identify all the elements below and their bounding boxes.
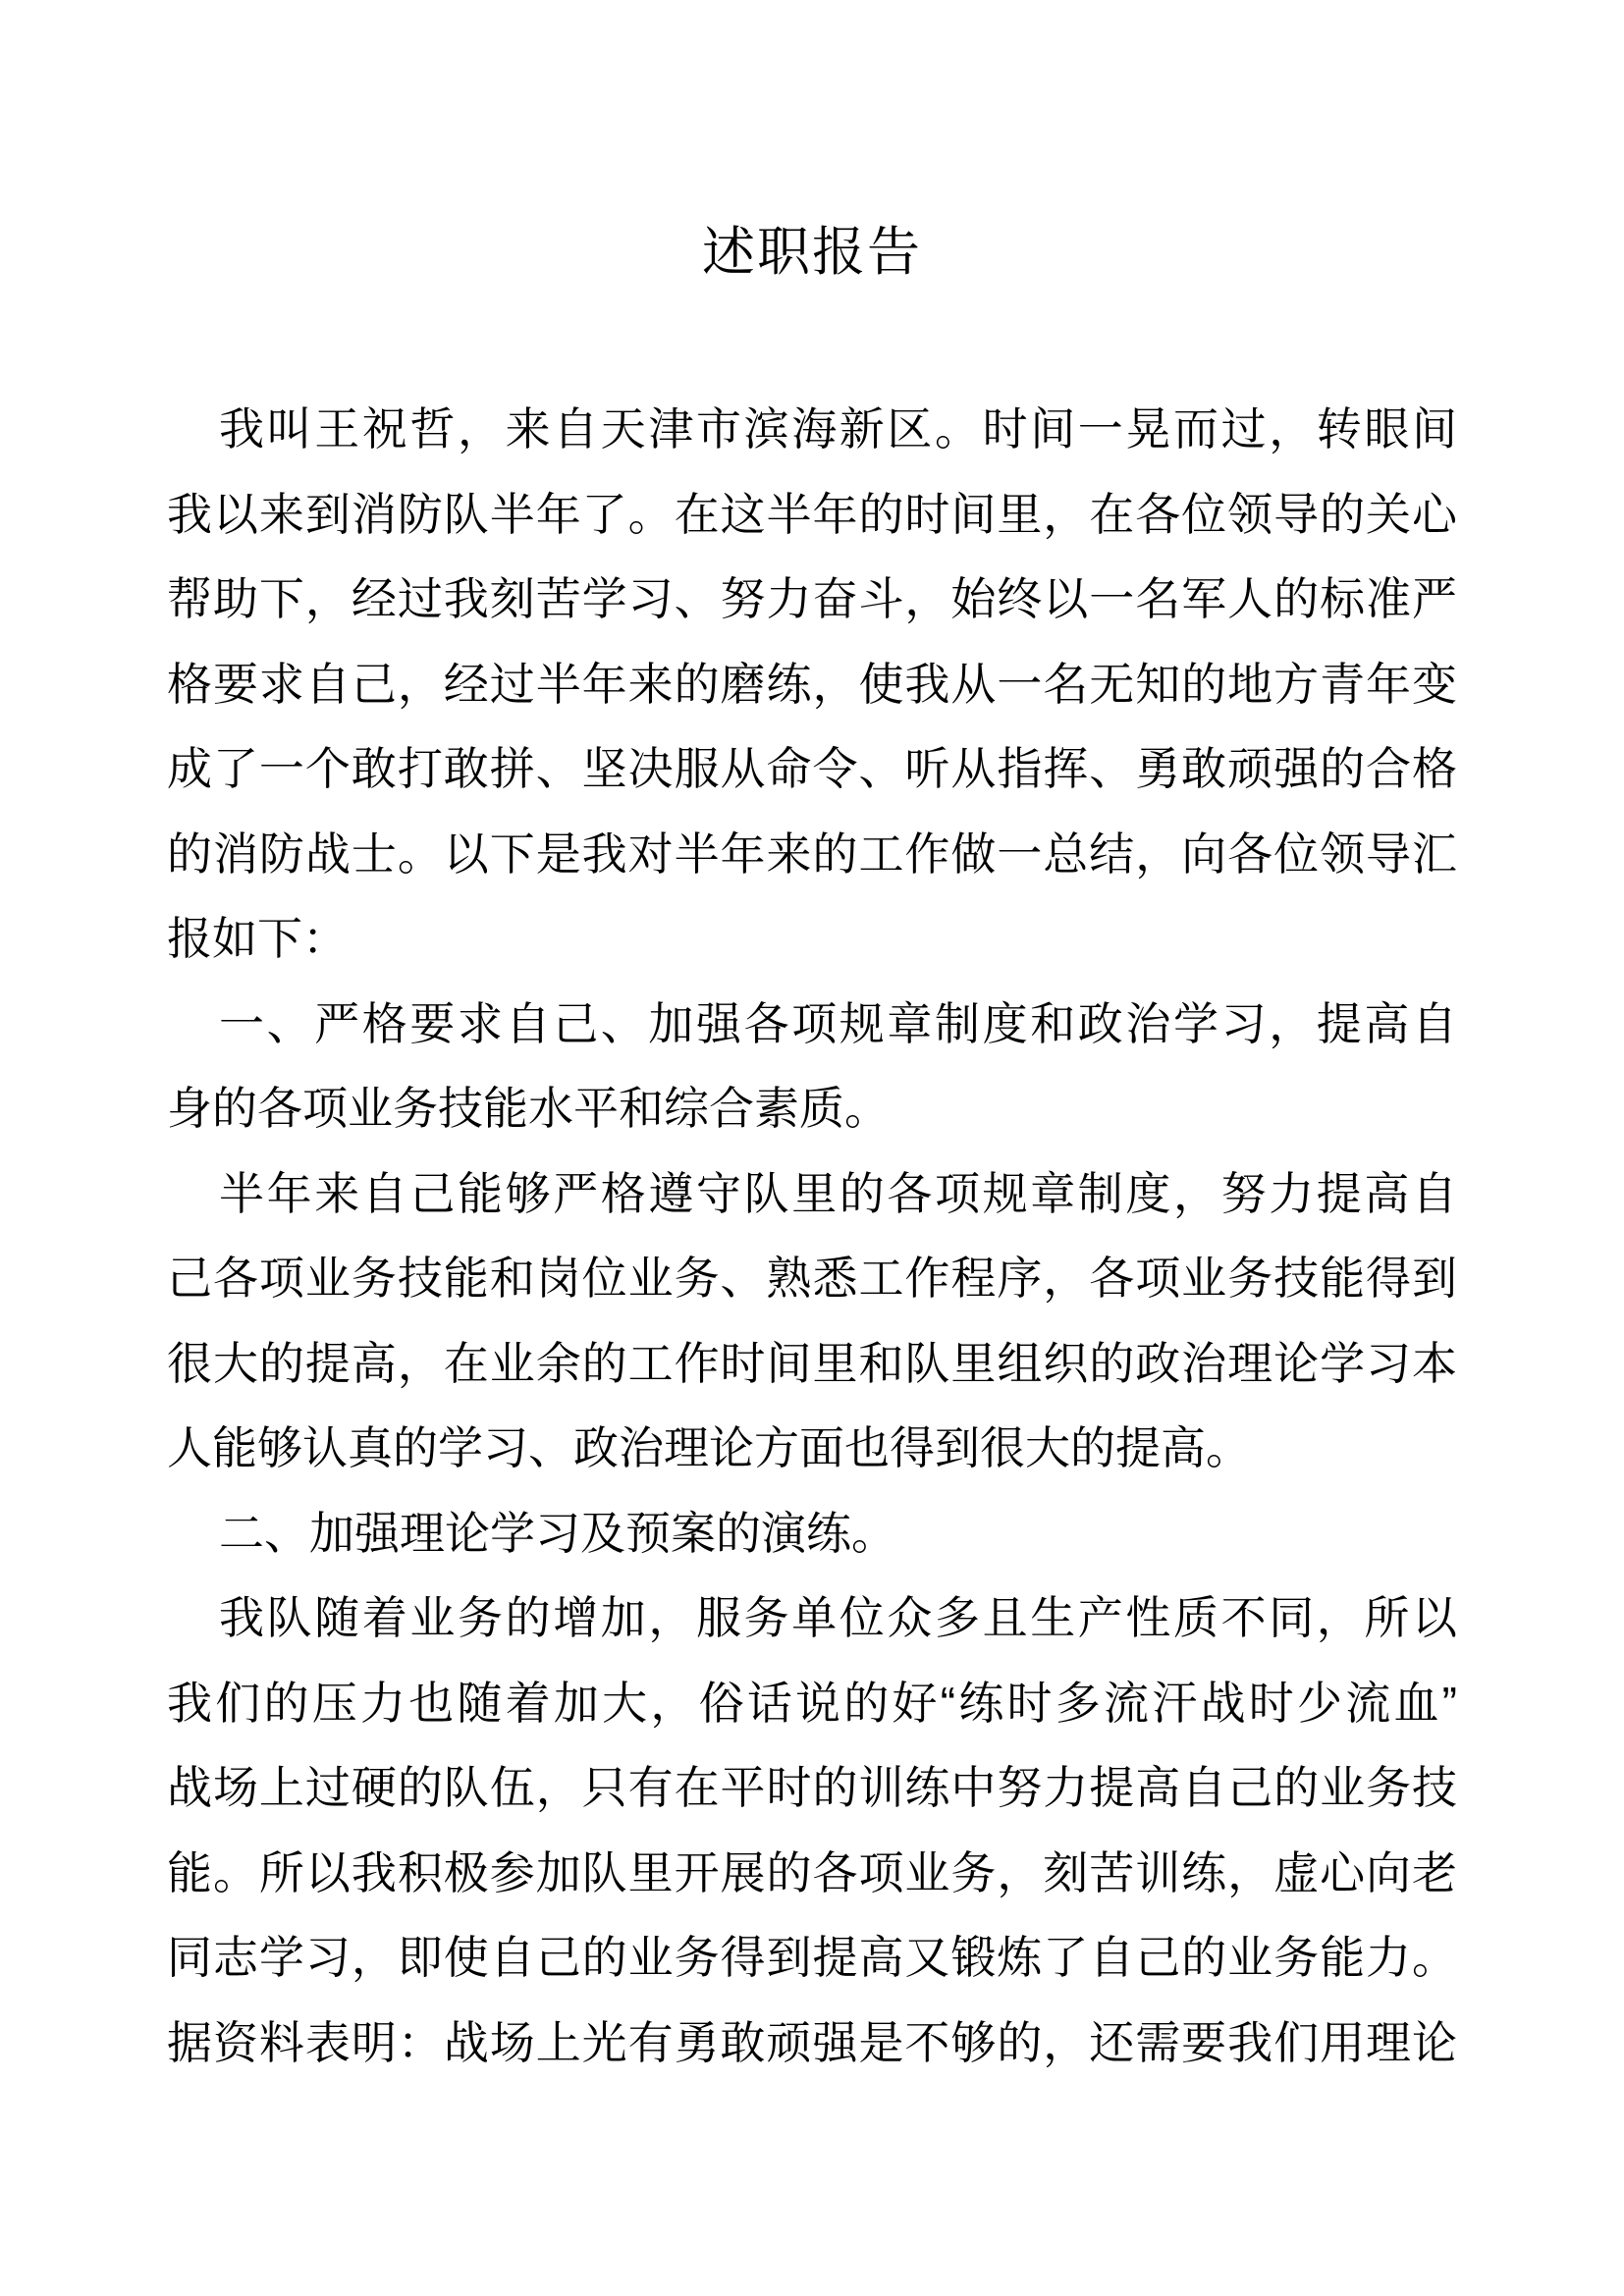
text-line: 的消防战士。以下是我对半年来的工作做一总结，向各位领导汇 bbox=[167, 828, 1457, 880]
text-line: 我们的压力也随着加大，俗话说的好“练时多流汗战时少流血” bbox=[167, 1677, 1457, 1729]
section-heading-line: 身的各项业务技能水平和综合素质。 bbox=[167, 1083, 890, 1134]
text-line: 我以来到消防队半年了。在这半年的时间里，在各位领导的关心 bbox=[167, 488, 1457, 540]
text-line: 报如下： bbox=[167, 913, 348, 964]
document-body bbox=[167, 387, 1457, 2085]
text-line: 同志学习，即使自己的业务得到提高又锻炼了自己的业务能力。 bbox=[167, 1932, 1457, 1983]
text-line: 据资料表明：战场上光有勇敢顽强是不够的，还需要我们用理论 bbox=[167, 2016, 1457, 2068]
text-line: 很大的提高，在业余的工作时间里和队里组织的政治理论学习本 bbox=[167, 1337, 1457, 1389]
text-line: 我叫王祝哲，来自天津市滨海新区。时间一晃而过，转眼间 bbox=[219, 403, 1457, 454]
text-line: 帮助下，经过我刻苦学习、努力奋斗，始终以一名军人的标准严 bbox=[167, 573, 1457, 624]
text-line: 成了一个敢打敢拼、坚决服从命令、听从指挥、勇敢顽强的合格 bbox=[167, 743, 1457, 794]
text-line: 能。所以我积极参加队里开展的各项业务，刻苦训练，虚心向老 bbox=[167, 1846, 1457, 1898]
document-title: 述职报告 bbox=[702, 223, 922, 282]
text-line: 人能够认真的学习、政治理论方面也得到很大的提高。 bbox=[167, 1422, 1251, 1473]
text-line: 半年来自己能够严格遵守队里的各项规章制度，努力提高自 bbox=[219, 1167, 1457, 1219]
text-line: 格要求自己，经过半年来的磨练，使我从一名无知的地方青年变 bbox=[167, 658, 1457, 710]
section-heading-line: 一、严格要求自己、加强各项规章制度和政治学习，提高自 bbox=[219, 997, 1457, 1049]
text-line: 己各项业务技能和岗位业务、熟悉工作程序，各项业务技能得到 bbox=[167, 1253, 1457, 1304]
text-line: 战场上过硬的队伍，只有在平时的训练中努力提高自己的业务技 bbox=[167, 1762, 1457, 1813]
text-line: 我队随着业务的增加，服务单位众多且生产性质不同，所以 bbox=[219, 1592, 1457, 1643]
section-heading-line: 二、加强理论学习及预案的演练。 bbox=[219, 1507, 896, 1559]
